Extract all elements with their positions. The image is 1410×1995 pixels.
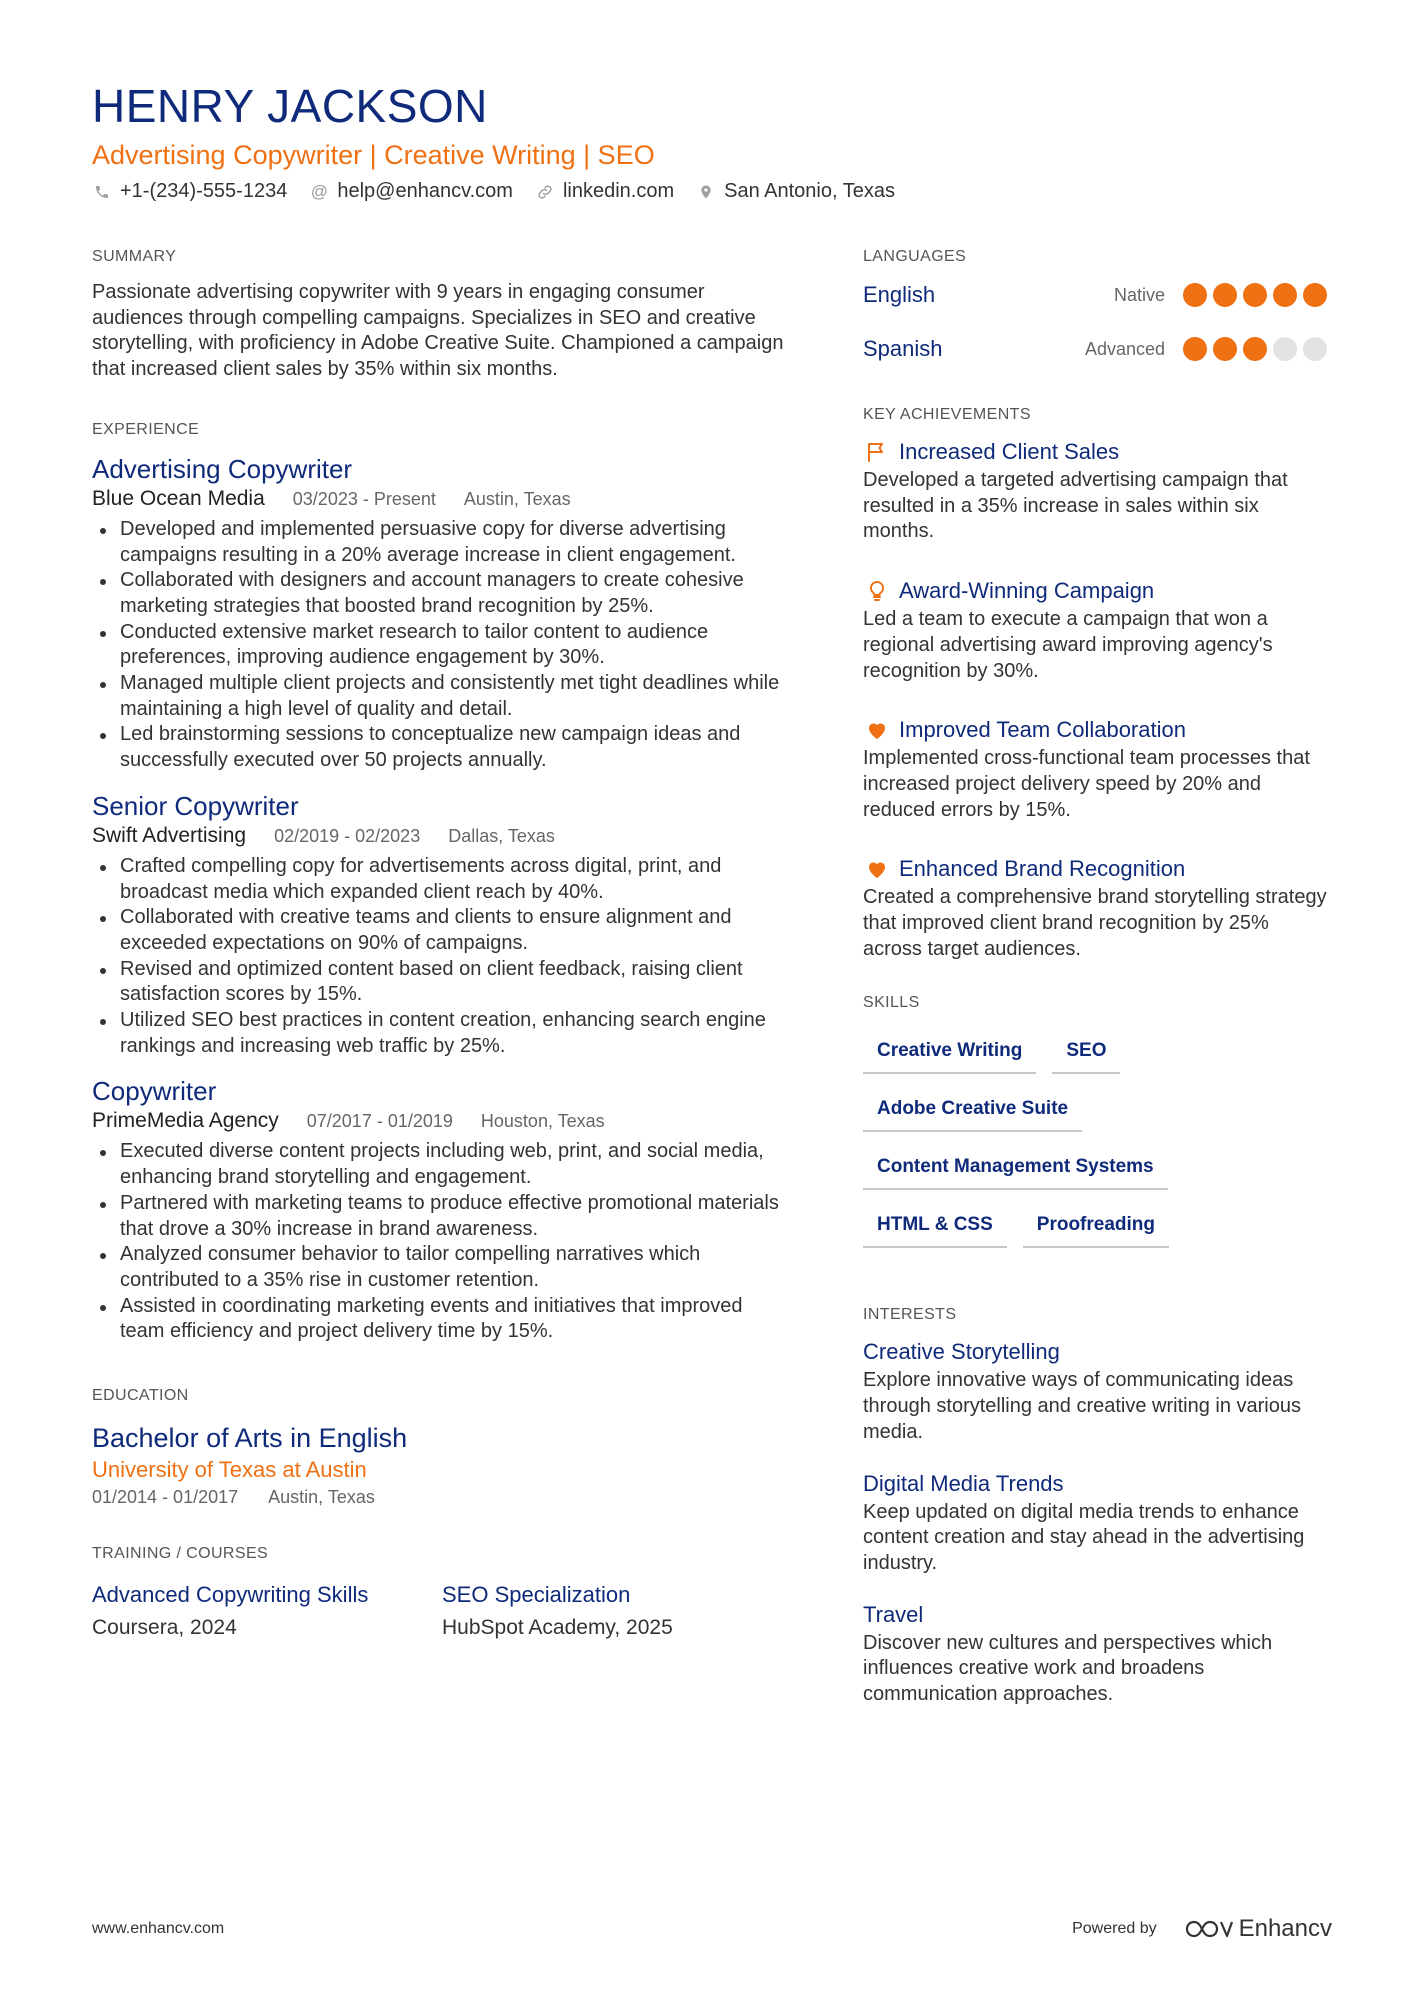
enhancv-logo-icon	[1183, 1916, 1233, 1942]
job-location: Dallas, Texas	[448, 825, 555, 846]
job-title: Senior Copywriter	[92, 790, 299, 821]
summary-section	[92, 246, 792, 383]
left-column	[92, 246, 792, 1645]
flag-icon	[863, 438, 891, 466]
skill-tag: Proofreading	[1023, 1206, 1169, 1248]
section-title-summary: SUMMARY	[92, 248, 177, 265]
rating-dot-filled	[1183, 337, 1207, 361]
job-bullet: Collaborated with creative teams and clients to ensure alignment and exceeded expectations on 90% of campaigns.	[92, 905, 792, 956]
powered-by	[1072, 1915, 1332, 1943]
achievement-text: Led a team to execute a campaign that won a regional advertising award improving agency's recognition by 30%.	[863, 608, 1273, 682]
education-school: University of Texas at Austin	[92, 1457, 367, 1483]
brand-logo[interactable]	[1183, 1915, 1332, 1943]
achievement-title: Improved Team Collaboration	[899, 717, 1186, 743]
education-location: Austin, Texas	[268, 1487, 375, 1508]
job-company: Blue Ocean Media	[92, 486, 265, 510]
achievement-text: Implemented cross-functional team processes that increased project delivery speed by 20% and reduced errors by 15%.	[863, 747, 1310, 821]
section-title-interests: INTERESTS	[863, 1306, 957, 1324]
job-bullet: Utilized SEO best practices in content creation, enhancing search engine rankings and increasing web traffic by 25%.	[92, 1008, 792, 1059]
achievement-text: Developed a targeted advertising campaign that resulted in a 35% increase in sales within six months.	[863, 469, 1288, 543]
job-title: Advertising Copywriter	[92, 453, 353, 484]
job-location: Austin, Texas	[463, 488, 571, 509]
lightbulb-icon	[863, 577, 891, 605]
achievement-title: Increased Client Sales	[899, 439, 1120, 464]
skill-tag: Content Management Systems	[863, 1148, 1168, 1190]
job-title: Copywriter	[92, 1076, 217, 1107]
skill-row	[863, 1206, 1333, 1248]
rating-dot-filled	[1273, 283, 1297, 307]
job-dates: 07/2017 - 01/2019	[306, 1111, 453, 1132]
job-bullet: Crafted compelling copy for advertisements across digital, print, and broadcast media which expanded client reach by 40%.	[92, 854, 792, 905]
job-bullet: Analyzed consumer behavior to tailor compelling narratives which contributed to a 35% rise in customer retention.	[92, 1242, 792, 1293]
heart-icon	[863, 716, 891, 744]
achievement-text: Created a comprehensive brand storytelling strategy that improved client brand recognition by 25% across target audiences.	[863, 886, 1327, 960]
interest-item	[863, 1599, 1333, 1708]
interest-text: Explore innovative ways of communicating ideas through storytelling and creative writing in various media.	[863, 1369, 1301, 1443]
achievement-header	[863, 853, 1333, 885]
interest-title: Creative Storytelling	[863, 1339, 1060, 1365]
education-meta	[92, 1485, 792, 1509]
email-link[interactable]: help@enhancv.com	[337, 180, 513, 202]
language-row	[863, 268, 1333, 322]
job-dates: 03/2023 - Present	[292, 488, 436, 509]
language-rating	[1183, 337, 1333, 361]
skill-row	[863, 1090, 1333, 1132]
language-name: Spanish	[863, 336, 943, 361]
achievement-item	[863, 575, 1333, 684]
language-level: Native	[1113, 284, 1165, 305]
education-degree: Bachelor of Arts in English	[92, 1423, 408, 1454]
skill-row	[863, 1148, 1333, 1190]
rating-dot-filled	[1183, 283, 1207, 307]
interest-text: Discover new cultures and perspectives which influences creative work and broadens communication approaches.	[863, 1631, 1273, 1706]
achievement-title: Award-Winning Campaign	[899, 578, 1155, 604]
rating-dot-filled	[1213, 337, 1237, 361]
job-bullet: Developed and implemented persuasive copy for diverse advertising campaigns resulting in a 20% average increase in client engagement.	[92, 517, 792, 568]
interest-title: Digital Media Trends	[863, 1470, 1064, 1496]
job-entry	[92, 453, 792, 774]
job-meta	[92, 1107, 792, 1135]
section-title-languages: LANGUAGES	[863, 248, 967, 265]
brand-name: Enhancv	[1238, 1915, 1332, 1942]
heart-icon	[863, 855, 891, 883]
job-meta	[92, 822, 792, 850]
achievement-header	[863, 436, 1333, 468]
job-bullet: Revised and optimized content based on client feedback, raising client satisfaction scores by 15%.	[92, 957, 792, 1008]
skill-tag: Adobe Creative Suite	[863, 1090, 1082, 1132]
skill-tag: HTML & CSS	[863, 1206, 1007, 1248]
training-section	[92, 1543, 792, 1645]
contact-bar	[92, 180, 1332, 203]
rating-dot-filled	[1243, 283, 1267, 307]
location-pin-icon	[696, 182, 716, 202]
course-item	[442, 1579, 792, 1645]
job-bullets	[92, 517, 792, 774]
rating-dot-empty	[1303, 337, 1327, 361]
course-title: Advanced Copywriting Skills	[92, 1582, 369, 1608]
link-icon	[535, 182, 555, 202]
section-title-experience: EXPERIENCE	[92, 420, 200, 438]
location-text: San Antonio, Texas	[724, 180, 895, 202]
right-column	[863, 246, 1333, 1730]
language-row	[863, 322, 1333, 376]
section-title-skills: SKILLS	[863, 994, 920, 1012]
page-footer	[92, 1915, 1332, 1943]
section-title-education: EDUCATION	[92, 1387, 189, 1405]
phone-icon	[92, 182, 112, 202]
job-bullet: Partnered with marketing teams to produce effective promotional materials that drove a 30% increase in brand awareness.	[92, 1191, 792, 1242]
language-rating	[1183, 283, 1333, 307]
job-meta	[92, 485, 792, 513]
course-item	[92, 1579, 442, 1645]
section-title-achievements: KEY ACHIEVEMENTS	[863, 406, 1031, 423]
section-title-training: TRAINING / COURSES	[92, 1545, 269, 1563]
rating-dot-filled	[1213, 283, 1237, 307]
achievement-item	[863, 853, 1333, 962]
course-provider: Coursera, 2024	[92, 1616, 237, 1640]
job-location: Houston, Texas	[480, 1111, 605, 1132]
skill-row	[863, 1032, 1333, 1074]
job-bullet: Executed diverse content projects including web, print, and social media, enhancing brand storytelling and engagement.	[92, 1139, 792, 1190]
education-dates: 01/2014 - 01/2017	[92, 1487, 239, 1508]
language-name: English	[863, 282, 936, 307]
course-provider: HubSpot Academy, 2025	[442, 1616, 673, 1640]
interest-title: Travel	[863, 1601, 924, 1627]
job-entry	[92, 790, 792, 1060]
job-bullets	[92, 854, 792, 1060]
interest-item	[863, 1336, 1333, 1445]
achievement-item	[863, 436, 1333, 545]
contact-location	[696, 180, 895, 203]
achievement-header	[863, 714, 1333, 746]
course-list	[92, 1579, 792, 1645]
summary-text: Passionate advertising copywriter with 9 years in engaging consumer audiences through compelling campaigns. Specializes in SEO and creative storytelling, with proficiency in Adobe Creative Suite. Championed a campaign that increased client sales by 35% within six months.	[92, 281, 784, 381]
rating-dot-filled	[1243, 337, 1267, 361]
course-title: SEO Specialization	[442, 1582, 631, 1608]
powered-by-label: Powered by	[1072, 1920, 1157, 1937]
linkedin-link[interactable]: linkedin.com	[562, 180, 675, 202]
contact-email	[309, 180, 513, 203]
achievement-item	[863, 714, 1333, 823]
rating-dot-filled	[1303, 283, 1327, 307]
job-bullet: Collaborated with designers and account managers to create cohesive marketing strategies that boosted brand recognition by 25%.	[92, 568, 792, 619]
job-bullet: Managed multiple client projects and consistently met tight deadlines while maintaining a high level of quality and detail.	[92, 671, 792, 722]
job-bullets	[92, 1139, 792, 1345]
interest-text: Keep updated on digital media trends to enhance content creation and stay ahead in the advertising industry.	[863, 1500, 1305, 1574]
footer-url[interactable]: www.enhancv.com	[92, 1920, 225, 1937]
job-company: Swift Advertising	[92, 823, 247, 847]
experience-section	[92, 419, 792, 1345]
candidate-name: HENRY JACKSON	[92, 80, 488, 132]
achievement-header	[863, 575, 1333, 607]
job-bullet: Led brainstorming sessions to conceptualize new campaign ideas and successfully executed over 50 projects annually.	[92, 722, 792, 773]
job-entry	[92, 1075, 792, 1345]
job-dates: 02/2019 - 02/2023	[274, 825, 421, 846]
achievement-title: Enhanced Brand Recognition	[899, 856, 1186, 882]
skills-section	[863, 992, 1333, 1248]
job-company: PrimeMedia Agency	[92, 1109, 279, 1133]
interests-section	[863, 1304, 1333, 1707]
contact-linkedin	[535, 180, 674, 203]
at-icon: @	[310, 181, 328, 201]
achievements-section	[863, 404, 1333, 962]
skill-tag: SEO	[1052, 1032, 1120, 1074]
job-bullet: Conducted extensive market research to tailor content to audience preferences, improving audience engagement by 30%.	[92, 620, 792, 671]
skill-tag: Creative Writing	[863, 1032, 1036, 1074]
candidate-headline: Advertising Copywriter | Creative Writing | SEO	[92, 140, 655, 170]
languages-section	[863, 246, 1333, 376]
rating-dot-empty	[1273, 337, 1297, 361]
skills-list	[863, 1032, 1333, 1248]
phone-text[interactable]: +1-(234)-555-1234	[120, 180, 288, 202]
education-section	[92, 1385, 792, 1509]
resume-header	[92, 78, 1332, 203]
contact-phone	[92, 180, 287, 203]
interest-item	[863, 1468, 1333, 1577]
job-bullet: Assisted in coordinating marketing events and initiatives that improved team efficiency and project delivery time by 15%.	[92, 1294, 792, 1345]
language-level: Advanced	[1084, 338, 1165, 359]
